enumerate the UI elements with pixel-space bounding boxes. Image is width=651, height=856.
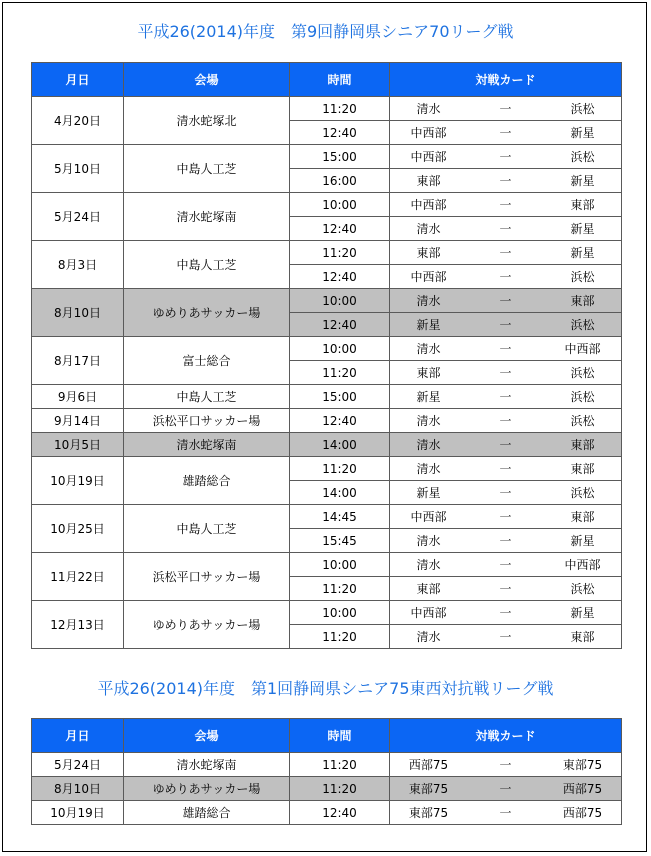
date-cell: 11月22日: [32, 553, 124, 601]
match-cell: [390, 361, 622, 385]
away-team: 浜松: [570, 390, 595, 404]
table-row: [32, 505, 622, 529]
home-team: 清水: [416, 102, 441, 116]
time-cell: 11:20: [290, 241, 390, 265]
match-cell: [390, 601, 622, 625]
table-row: [32, 145, 622, 169]
versus-dash: 一: [499, 270, 512, 284]
header-date: 月日: [32, 719, 124, 753]
date-cell: 12月13日: [32, 601, 124, 649]
home-team: 清水: [416, 534, 441, 548]
home-team: 東部: [416, 582, 441, 596]
table-row: [32, 777, 622, 801]
venue-cell: 中島人工芝: [124, 241, 290, 289]
home-team: 清水: [416, 414, 441, 428]
home-team: 清水: [416, 558, 441, 572]
match-cell: [390, 313, 622, 337]
away-team: 新星: [570, 534, 595, 548]
header-venue: 会場: [124, 719, 290, 753]
match-cell: [390, 457, 622, 481]
date-cell: 10月5日: [32, 433, 124, 457]
time-cell: 11:20: [290, 625, 390, 649]
versus-dash: 一: [499, 318, 512, 332]
away-team: 新星: [570, 174, 595, 188]
match-cell: [390, 193, 622, 217]
away-team: 浜松: [570, 150, 595, 164]
match-cell: [390, 481, 622, 505]
versus-dash: 一: [499, 438, 512, 452]
home-team: 新星: [416, 318, 441, 332]
versus-dash: 一: [499, 294, 512, 308]
home-team: 中西部: [410, 150, 447, 164]
match-cell: [390, 553, 622, 577]
home-team: 中西部: [410, 198, 447, 212]
date-cell: 4月20日: [32, 97, 124, 145]
away-team: 東部: [570, 294, 595, 308]
away-team: 浜松: [570, 102, 595, 116]
venue-cell: 浜松平口サッカー場: [124, 553, 290, 601]
home-team: 清水: [416, 222, 441, 236]
match-cell: [390, 289, 622, 313]
schedule-table-70: [31, 62, 622, 649]
away-team: 浜松: [570, 414, 595, 428]
time-cell: 12:40: [290, 265, 390, 289]
table-row: [32, 553, 622, 577]
away-team: 浜松: [570, 486, 595, 500]
time-cell: 15:00: [290, 145, 390, 169]
match-cell: [390, 409, 622, 433]
time-cell: 12:40: [290, 409, 390, 433]
away-team: 西部75: [562, 782, 603, 796]
time-cell: 10:00: [290, 601, 390, 625]
away-team: 東部: [570, 462, 595, 476]
home-team: 清水: [416, 438, 441, 452]
time-cell: 10:00: [290, 337, 390, 361]
versus-dash: 一: [499, 222, 512, 236]
header-match: 対戦カード: [390, 719, 622, 753]
time-cell: 12:40: [290, 121, 390, 145]
match-cell: [390, 625, 622, 649]
venue-cell: 清水蛇塚北: [124, 97, 290, 145]
date-cell: 8月10日: [32, 289, 124, 337]
match-cell: [390, 217, 622, 241]
versus-dash: 一: [499, 806, 512, 820]
venue-cell: 中島人工芝: [124, 385, 290, 409]
versus-dash: 一: [499, 462, 512, 476]
match-cell: [390, 505, 622, 529]
versus-dash: 一: [499, 582, 512, 596]
versus-dash: 一: [499, 102, 512, 116]
match-cell: [390, 385, 622, 409]
date-cell: 5月10日: [32, 145, 124, 193]
away-team: 浜松: [570, 270, 595, 284]
table-row: [32, 409, 622, 433]
away-team: 東部: [570, 630, 595, 644]
table-row: [32, 433, 622, 457]
venue-cell: ゆめりあサッカー場: [124, 601, 290, 649]
away-team: 西部75: [562, 806, 603, 820]
match-cell: [390, 433, 622, 457]
date-cell: 8月17日: [32, 337, 124, 385]
versus-dash: 一: [499, 606, 512, 620]
schedule-table-75: [31, 718, 622, 825]
time-cell: 12:40: [290, 801, 390, 825]
away-team: 新星: [570, 126, 595, 140]
time-cell: 14:00: [290, 433, 390, 457]
venue-cell: ゆめりあサッカー場: [124, 777, 290, 801]
match-cell: [390, 801, 622, 825]
home-team: 東部75: [408, 782, 449, 796]
match-cell: [390, 577, 622, 601]
away-team: 新星: [570, 606, 595, 620]
home-team: 東部75: [408, 806, 449, 820]
date-cell: 9月14日: [32, 409, 124, 433]
away-team: 新星: [570, 246, 595, 260]
versus-dash: 一: [499, 782, 512, 796]
header-venue: 会場: [124, 63, 290, 97]
header-time: 時間: [290, 63, 390, 97]
versus-dash: 一: [499, 510, 512, 524]
away-team: 東部: [570, 510, 595, 524]
venue-cell: 清水蛇塚南: [124, 433, 290, 457]
time-cell: 11:20: [290, 777, 390, 801]
versus-dash: 一: [499, 630, 512, 644]
time-cell: 11:20: [290, 361, 390, 385]
table-row: [32, 457, 622, 481]
match-cell: [390, 753, 622, 777]
versus-dash: 一: [499, 758, 512, 772]
venue-cell: 浜松平口サッカー場: [124, 409, 290, 433]
home-team: 新星: [416, 390, 441, 404]
venue-cell: 清水蛇塚南: [124, 753, 290, 777]
home-team: 中西部: [410, 126, 447, 140]
away-team: 浜松: [570, 318, 595, 332]
time-cell: 11:20: [290, 97, 390, 121]
table-row: [32, 753, 622, 777]
header-time: 時間: [290, 719, 390, 753]
venue-cell: ゆめりあサッカー場: [124, 289, 290, 337]
venue-cell: 清水蛇塚南: [124, 193, 290, 241]
date-cell: 5月24日: [32, 193, 124, 241]
versus-dash: 一: [499, 150, 512, 164]
versus-dash: 一: [499, 390, 512, 404]
table-header-row: [32, 719, 622, 753]
versus-dash: 一: [499, 414, 512, 428]
table-row: [32, 241, 622, 265]
time-cell: 11:20: [290, 457, 390, 481]
date-cell: 8月3日: [32, 241, 124, 289]
time-cell: 10:00: [290, 193, 390, 217]
date-cell: 9月6日: [32, 385, 124, 409]
home-team: 清水: [416, 462, 441, 476]
time-cell: 15:00: [290, 385, 390, 409]
time-cell: 14:45: [290, 505, 390, 529]
time-cell: 11:20: [290, 753, 390, 777]
versus-dash: 一: [499, 366, 512, 380]
versus-dash: 一: [499, 534, 512, 548]
match-cell: [390, 777, 622, 801]
match-cell: [390, 241, 622, 265]
home-team: 東部: [416, 174, 441, 188]
table-row: [32, 385, 622, 409]
versus-dash: 一: [499, 126, 512, 140]
date-cell: 10月19日: [32, 457, 124, 505]
home-team: 新星: [416, 486, 441, 500]
match-cell: [390, 337, 622, 361]
date-cell: 8月10日: [32, 777, 124, 801]
time-cell: 12:40: [290, 313, 390, 337]
date-cell: 5月24日: [32, 753, 124, 777]
home-team: 清水: [416, 294, 441, 308]
away-team: 中西部: [564, 342, 601, 356]
table-row: [32, 601, 622, 625]
match-cell: [390, 529, 622, 553]
home-team: 西部75: [408, 758, 449, 772]
versus-dash: 一: [499, 246, 512, 260]
venue-cell: 富士総合: [124, 337, 290, 385]
time-cell: 10:00: [290, 553, 390, 577]
date-cell: 10月19日: [32, 801, 124, 825]
match-cell: [390, 97, 622, 121]
home-team: 東部: [416, 366, 441, 380]
time-cell: 16:00: [290, 169, 390, 193]
away-team: 浜松: [570, 582, 595, 596]
match-cell: [390, 265, 622, 289]
away-team: 東部: [570, 438, 595, 452]
match-cell: [390, 121, 622, 145]
league-title-70: 平成26(2014)年度 第9回静岡県シニア70リーグ戦: [137, 22, 514, 41]
date-cell: 10月25日: [32, 505, 124, 553]
away-team: 新星: [570, 222, 595, 236]
header-match: 対戦カード: [390, 63, 622, 97]
table-row: [32, 337, 622, 361]
header-date: 月日: [32, 63, 124, 97]
home-team: 中西部: [410, 510, 447, 524]
versus-dash: 一: [499, 342, 512, 356]
home-team: 中西部: [410, 270, 447, 284]
time-cell: 15:45: [290, 529, 390, 553]
venue-cell: 雄踏総合: [124, 801, 290, 825]
time-cell: 11:20: [290, 577, 390, 601]
time-cell: 10:00: [290, 289, 390, 313]
home-team: 清水: [416, 630, 441, 644]
match-cell: [390, 145, 622, 169]
away-team: 中西部: [564, 558, 601, 572]
versus-dash: 一: [499, 558, 512, 572]
time-cell: 14:00: [290, 481, 390, 505]
home-team: 清水: [416, 342, 441, 356]
away-team: 浜松: [570, 366, 595, 380]
venue-cell: 中島人工芝: [124, 505, 290, 553]
table-row: [32, 289, 622, 313]
away-team: 東部75: [562, 758, 603, 772]
versus-dash: 一: [499, 198, 512, 212]
time-cell: 12:40: [290, 217, 390, 241]
home-team: 東部: [416, 246, 441, 260]
venue-cell: 中島人工芝: [124, 145, 290, 193]
table-row: [32, 801, 622, 825]
match-cell: [390, 169, 622, 193]
home-team: 中西部: [410, 606, 447, 620]
table-header-row: [32, 63, 622, 97]
league-title-75: 平成26(2014)年度 第1回静岡県シニア75東西対抗戦リーグ戦: [97, 679, 554, 698]
table-row: [32, 97, 622, 121]
table-row: [32, 193, 622, 217]
venue-cell: 雄踏総合: [124, 457, 290, 505]
versus-dash: 一: [499, 486, 512, 500]
versus-dash: 一: [499, 174, 512, 188]
away-team: 東部: [570, 198, 595, 212]
